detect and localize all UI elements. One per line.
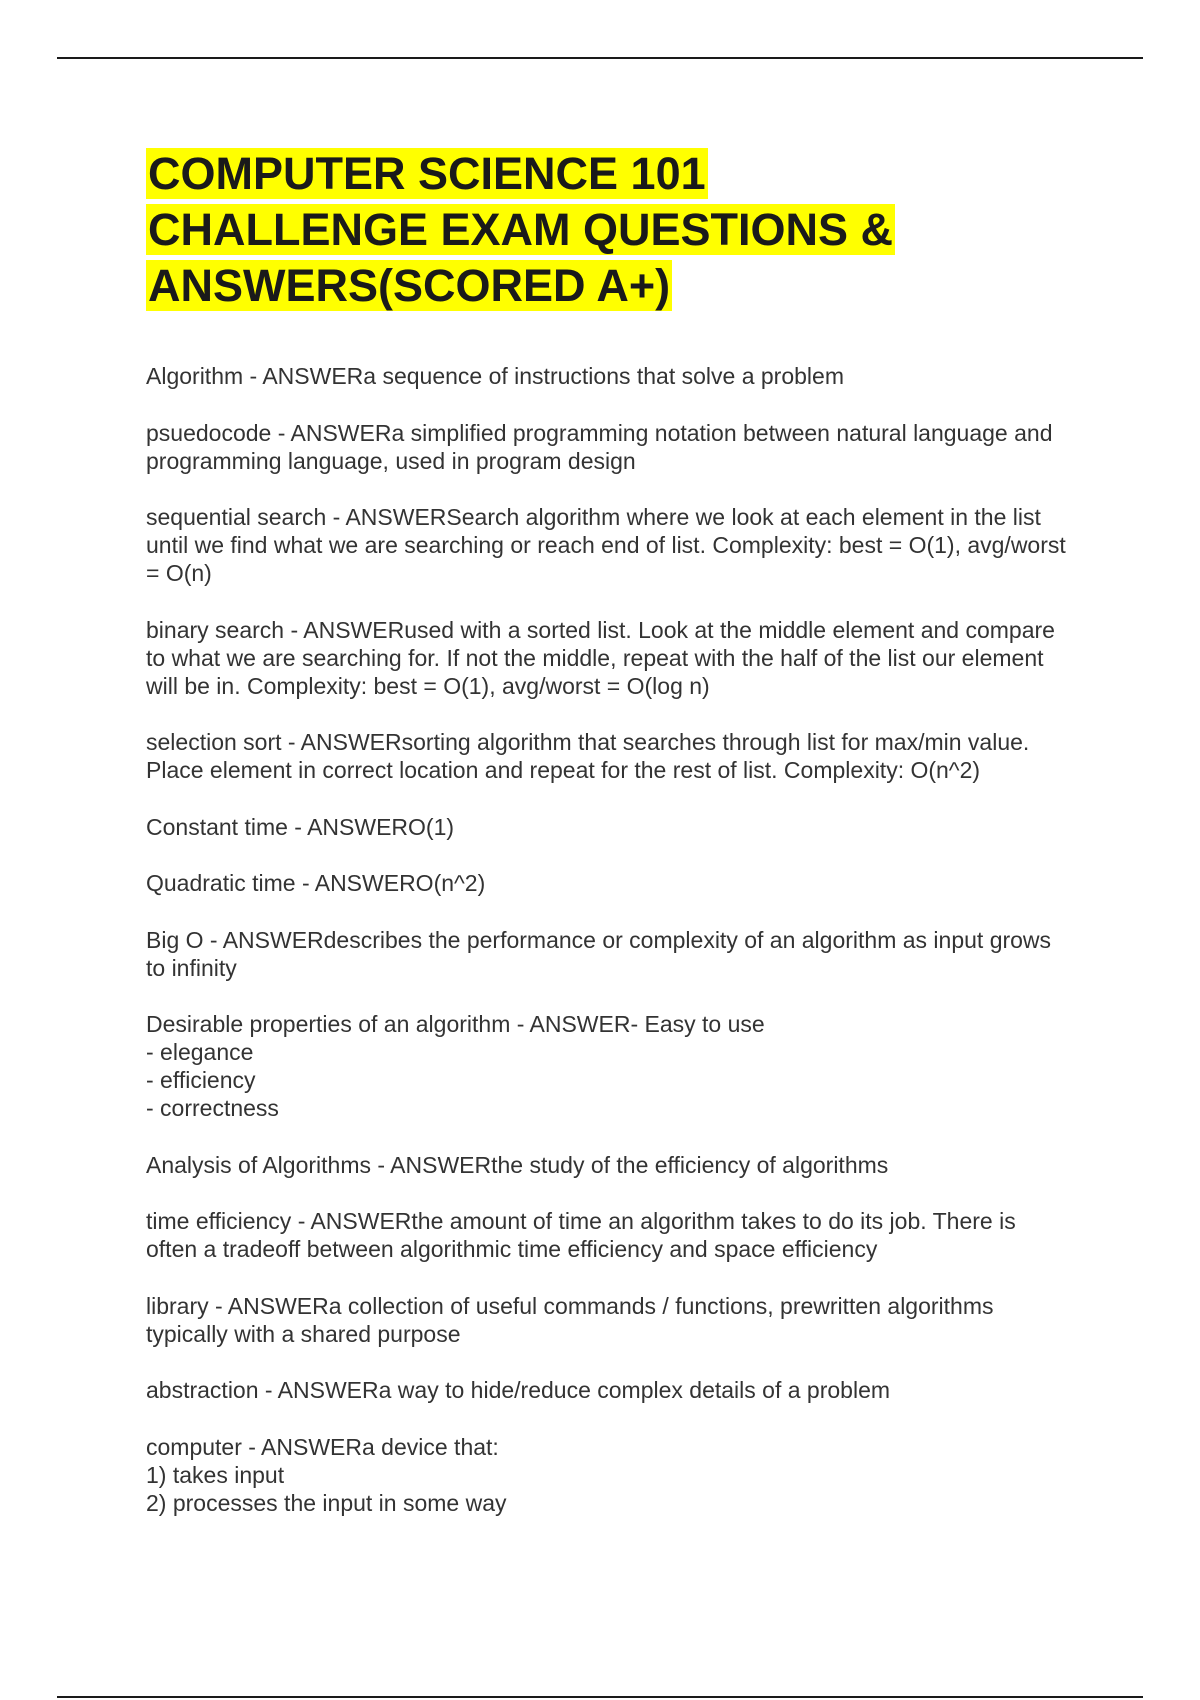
qa-entry-selection-sort: selection sort - ANSWERsorting algorithm that searches through list for max/min value. Place element in correct location and repeat for the rest of list. Complexity: O(n^2) [146, 729, 1030, 783]
qa-entry-algorithm: Algorithm - ANSWERa sequence of instructions that solve a problem [146, 363, 844, 389]
qa-entry-computer: computer - ANSWERa device that: 1) takes input 2) processes the input in some way [146, 1433, 507, 1516]
title-line-text: COMPUTER SCIENCE 101 [148, 148, 706, 199]
qa-entry-desirable-properties: Desirable properties of an algorithm - ANSWER- Easy to use - elegance - efficiency - correctness [146, 1011, 765, 1121]
document-body [146, 146, 1066, 1545]
title-line [146, 258, 1066, 314]
qa-entry-big-o: Big O - ANSWERdescribes the performance or complexity of an algorithm as input grows to infinity [146, 926, 1052, 981]
top-rule [57, 57, 1143, 59]
qa-entry-constant-time: Constant time - ANSWERO(1) [146, 813, 455, 840]
qa-entry-psuedocode: psuedocode - ANSWERa simplified programming notation between natural language and programming language, used in program design [146, 419, 1053, 474]
title-line-text: ANSWERS(SCORED A+) [148, 260, 671, 311]
qa-entry-abstraction: abstraction - ANSWERa way to hide/reduce complex details of a problem [146, 1377, 891, 1403]
title-line [146, 146, 1066, 202]
qa-entry-binary-search: binary search - ANSWERused with a sorted list. Look at the middle element and compare to what we are searching for. If not the middle, repeat with the half of the list our element will be in. Complexity: best = O(1), avg/worst = O(log n) [146, 616, 1055, 699]
qa-entry-quadratic-time: Quadratic time - ANSWERO(n^2) [146, 870, 486, 896]
document-title [146, 146, 1066, 314]
title-line-text: CHALLENGE EXAM QUESTIONS & [148, 204, 894, 255]
bottom-rule [57, 1696, 1143, 1698]
qa-entry-time-efficiency: time efficiency - ANSWERthe amount of time an algorithm takes to do its job. There is often a tradeoff between algorithmic time efficiency and space efficiency [146, 1208, 1016, 1262]
title-line [146, 202, 1066, 258]
qa-entry-sequential-search: sequential search - ANSWERSearch algorithm where we look at each element in the list until we find what we are searching or reach end of list. Complexity: best = O(1), avg/worst = O(n) [146, 504, 1066, 586]
qa-entry-analysis-of-algorithms: Analysis of Algorithms - ANSWERthe study of the efficiency of algorithms [146, 1151, 889, 1178]
qa-entry-library: library - ANSWERa collection of useful commands / functions, prewritten algorithms typically with a shared purpose [146, 1292, 994, 1347]
